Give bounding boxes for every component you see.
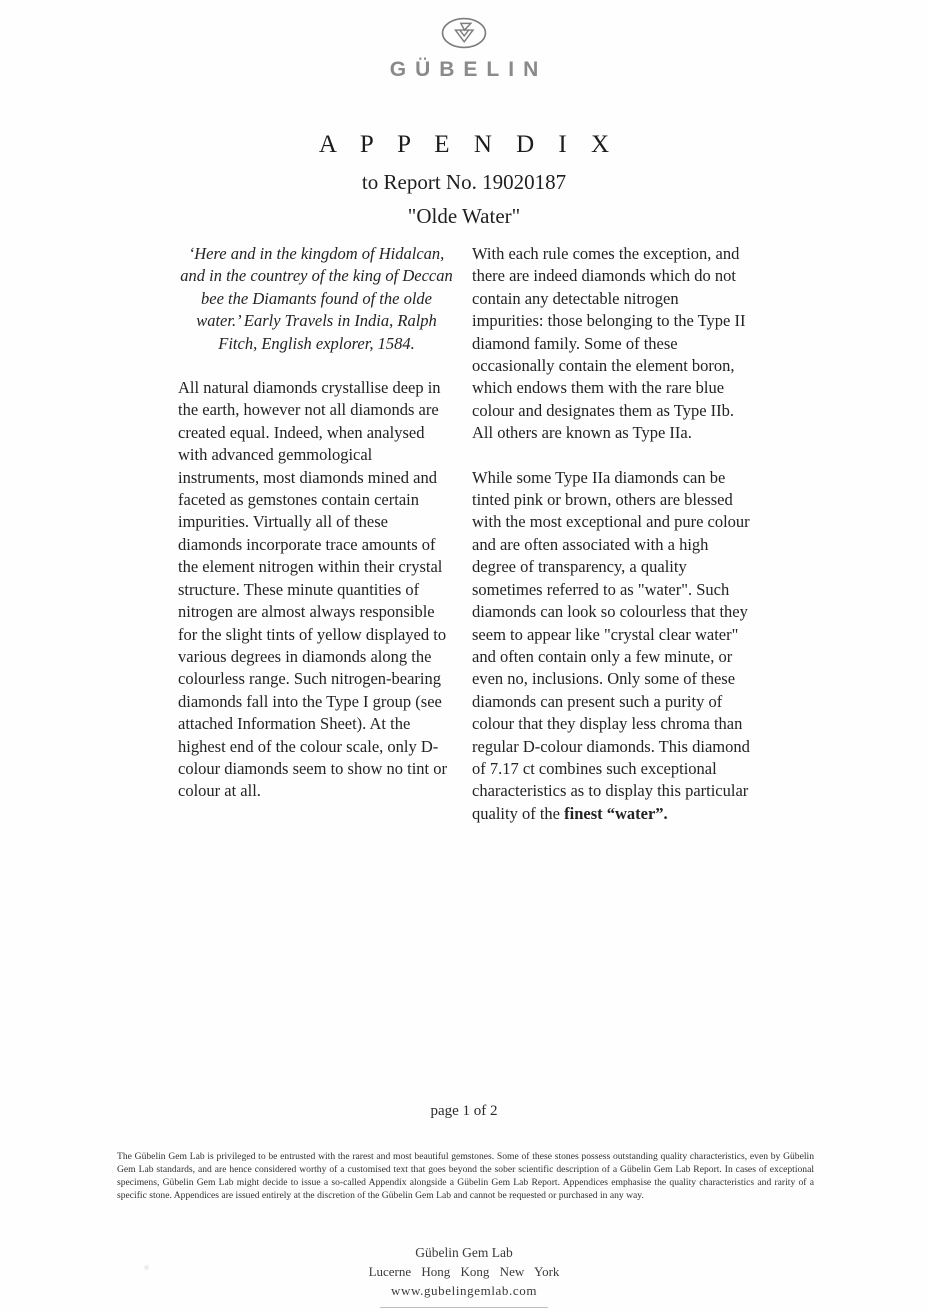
body-columns bbox=[178, 243, 754, 825]
title-block bbox=[0, 131, 928, 229]
gubelin-gem-logo-icon bbox=[440, 16, 488, 50]
stone-name: "Olde Water" bbox=[407, 204, 521, 228]
right-paragraph-1: With each rule comes the exception, and there are indeed diamonds which do not contain any detectable nitrogen impurities: those belonging to the Type II diamond family. Some of these occasionally contain the element boron, which endows them with the rare blue colour and designates them as Type IIb. All others are known as Type IIa. bbox=[472, 244, 746, 443]
right-paragraph-2-main: While some Type IIa diamonds can be tinted pink or brown, others are blessed with the most exceptional and pure colour and are often associated with a high degree of transparency, a quality sometimes referred to as "water". Such diamonds can look so colourless that they seem to appear like "crystal clear water" and often contain only a few minute, or even no, inclusions. Only some of these diamonds can present such a purity of colour that they display less chroma than regular D-colour diamonds. This diamond of 7.17 ct combines such exceptional characteristics as to display this particular quality of the bbox=[472, 467, 750, 823]
right-paragraph-2 bbox=[472, 467, 754, 826]
footer-org-name: Gübelin Gem Lab bbox=[415, 1245, 513, 1260]
historical-quote: ‘Here and in the kingdom of Hidalcan, and in the countrey of the king of Deccan bee the Diamants found of the olde water.’ Early Travels in India, Ralph Fitch, English explorer, 1584. bbox=[180, 244, 453, 353]
page-number: page 1 of 2 bbox=[430, 1103, 498, 1119]
footer-website: www.gubelingemlab.com bbox=[390, 1283, 538, 1298]
legal-disclaimer: The Gübelin Gem Lab is privileged to be entrusted with the rarest and most beautiful gemstones. Some of these stones possess outstanding quality characteristics, even by Gübelin Gem Lab standards, and are hence considered worthy of a customised text that goes beyond the sober scientific description of a Gübelin Gem Lab Report. In cases of exceptional specimens, Gübelin Gem Lab might decide to issue a so-called Appendix alongside a Gübelin Gem Lab Report. Appendices emphasise the quality characteristics and rarity of a specific stone. Appendices are issued entirely at the discretion of the Gübelin Gem Lab and cannot be requested or purchased in any way. bbox=[117, 1151, 814, 1201]
right-column bbox=[472, 243, 754, 825]
left-paragraph: All natural diamonds crystallise deep in the earth, however not all diamonds are created equal. Indeed, when analysed with advanced gemmological instruments, most diamonds mined and faceted as gemstones contain certain impurities. Virtually all of these diamonds incorporate trace amounts of the element nitrogen within their crystal structure. These minute quantities of nitrogen are almost always responsible for the slight tints of yellow displayed to various degrees in diamonds along the colourless range. Such nitrogen-bearing diamonds fall into the Type I group (see attached Information Sheet). At the highest end of the colour scale, only D-colour diamonds seem to show no tint or colour at all. bbox=[178, 378, 448, 801]
scan-artifact-dot bbox=[143, 1264, 150, 1271]
left-column bbox=[178, 243, 455, 825]
brand-header bbox=[0, 16, 928, 82]
report-number-subtitle: to Report No. 19020187 bbox=[361, 170, 567, 194]
brand-wordmark: GÜBELIN bbox=[389, 58, 548, 81]
footer bbox=[0, 1245, 928, 1308]
footer-locations: Lucerne Hong Kong New York bbox=[368, 1264, 560, 1279]
footer-rule bbox=[380, 1307, 548, 1308]
appendix-heading: A P P E N D I X bbox=[318, 131, 619, 158]
finest-water-bold-phrase: finest “water”. bbox=[564, 803, 668, 823]
